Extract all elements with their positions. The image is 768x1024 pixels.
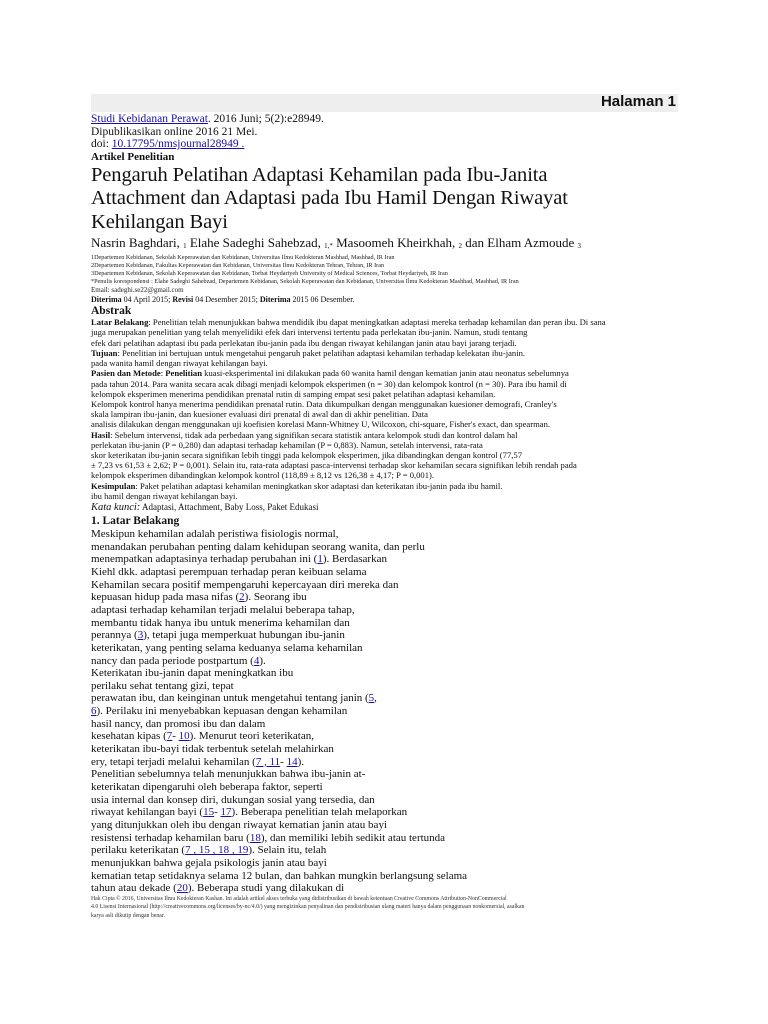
copyright-footer bbox=[91, 896, 681, 920]
body-text-segment: ). bbox=[259, 654, 266, 667]
body-text-segment: keterikatan ibu-bayi tidak terbentuk setelah melahirkan bbox=[91, 743, 334, 756]
abstract-label-methods-2: Penelitian bbox=[165, 368, 203, 379]
received-label: Diterima bbox=[91, 295, 122, 305]
body-text-segment: perilaku sehat tentang gizi, tepat bbox=[91, 679, 234, 692]
title-line: Kehilangan Bayi bbox=[91, 210, 228, 233]
footer-line: karya asli dikutip dengan benar. bbox=[91, 912, 165, 919]
body-line bbox=[91, 844, 681, 857]
body-text-segment: ). Selain itu, telah bbox=[248, 844, 327, 857]
author-affil-mark: 1,* bbox=[324, 242, 333, 251]
author-name[interactable]: Masoomeh Kheirkhah, bbox=[332, 235, 459, 251]
citation-link[interactable]: 17 bbox=[220, 806, 232, 819]
body-text-segment: ), dan memiliki lebih sedikit atau tertunda bbox=[260, 831, 446, 844]
abstract-line bbox=[91, 430, 681, 440]
body-text-segment: ), tetapi juga memperkuat hubungan ibu-janin bbox=[143, 629, 345, 642]
body-line bbox=[91, 705, 681, 718]
accepted-date: 2015 06 Desember. bbox=[290, 295, 355, 305]
abstract-line bbox=[91, 368, 681, 378]
body-line bbox=[91, 768, 681, 781]
section-heading: 1. Latar Belakang bbox=[91, 514, 180, 527]
abstract-text: kuasi-eksperimental ini dilakukan pada 60 wanita hamil dengan kematian janin atau neonatus sebelumnya bbox=[202, 368, 569, 379]
affiliations bbox=[91, 254, 681, 295]
body-line bbox=[91, 667, 681, 680]
published-online: Dipublikasikan online 2016 21 Mei. bbox=[91, 125, 258, 138]
article-type: Artikel Penelitian bbox=[91, 150, 175, 163]
body-text-segment: membantu tidak hanya ibu untuk menerima kehamilan dan bbox=[91, 616, 350, 629]
body-text-segment: ). Berdasarkan bbox=[322, 553, 387, 566]
keywords-list: Adaptasi, Attachment, Baby Loss, Paket Edukasi bbox=[140, 501, 319, 512]
abstract-label-results: Hasil bbox=[91, 429, 111, 440]
body-line bbox=[91, 806, 681, 819]
citation-link[interactable]: 14 bbox=[286, 755, 298, 768]
body-text-segment: riwayat kehilangan bayi ( bbox=[91, 806, 204, 819]
body-line bbox=[91, 579, 681, 592]
affiliation: 2Departemen Kebidanan, Fakultas Keperawatan dan Kebidanan, Universitas Ilmu Kedokteran Tehran, Tehran, IR Iran bbox=[91, 262, 385, 270]
body-line bbox=[91, 553, 681, 566]
body-text-segment: kepuasan hidup pada masa nifas ( bbox=[91, 591, 240, 604]
article-title bbox=[91, 164, 681, 235]
author-affil-mark: 2 bbox=[458, 242, 462, 251]
abstract-line: perlekatan ibu-janin (P = 0,280) dan adaptasi terhadap kehamilan (P = 0,883). Namun, setelah intervensi, rata-rata bbox=[91, 439, 483, 450]
journal-issue: . 2016 Juni; 5(2):e28949. bbox=[207, 113, 324, 125]
citation-link[interactable]: 10 bbox=[178, 730, 190, 743]
author-affil-mark: 3 bbox=[577, 242, 582, 251]
doi-line bbox=[91, 138, 681, 151]
body-text-segment: usia internal dan konsep diri, dukungan sosial yang tersedia, dan bbox=[91, 793, 375, 806]
affiliation: 1Departemen Kebidanan, Sekolah Keperawatan dan Kebidanan, Universitas Ilmu Kedokteran Mashhad, Mashhad, IR Iran bbox=[91, 254, 395, 262]
revised-label: Revisi bbox=[172, 295, 194, 305]
abstract-line: skor keterikatan ibu-janin secara signifikan lebih tinggi pada kelompok eksperimen, jika dibandingkan dengan kontrol (77,57 bbox=[91, 449, 523, 460]
abstract-text: : bbox=[160, 368, 166, 379]
body-text-segment: perannya ( bbox=[91, 629, 138, 642]
body-text-segment: - bbox=[280, 755, 287, 768]
body-text-segment: keterikatan dipengaruhi oleh beberapa faktor, seperti bbox=[91, 781, 323, 794]
body-text-segment: - bbox=[214, 806, 221, 819]
abstract-text: : Paket pelatihan adaptasi kehamilan meningkatkan skor adaptasi dan keterikatan ibu-janin pada ibu hamil. bbox=[135, 480, 503, 491]
body-text-segment: menandakan perubahan penting dalam kehidupan seorang wanita, dan perlu bbox=[91, 540, 425, 553]
author-affil-mark: 1 bbox=[183, 242, 187, 251]
body-line bbox=[91, 591, 681, 604]
body-text-segment: ). Seorang ibu bbox=[244, 591, 307, 604]
title-line: Attachment dan Adaptasi pada Ibu Hamil Dengan Riwayat bbox=[91, 187, 568, 210]
citation-line bbox=[91, 113, 681, 126]
body-line bbox=[91, 870, 681, 883]
doi-prefix: doi: bbox=[91, 138, 112, 151]
citation-link[interactable]: 15 bbox=[203, 806, 215, 819]
body-text-segment: Kehamilan secara positif mempengaruhi kepercayaan diri mereka dan bbox=[91, 578, 399, 591]
body-text-segment: perawatan ibu, dan keinginan untuk mengetahui tentang janin ( bbox=[91, 692, 369, 705]
body-line bbox=[91, 794, 681, 807]
body-line bbox=[91, 781, 681, 794]
body-line bbox=[91, 617, 681, 630]
citation-link[interactable]: 1 bbox=[317, 553, 323, 566]
revised-date: 04 Desember 2015; bbox=[193, 295, 260, 305]
affiliation: 3Departemen Kebidanan, Sekolah Keperawatan dan Kebidanan, Torbat Heydariyeh University of Medical Sciences, Torbat Heydariyeh, IR Iran bbox=[91, 270, 448, 278]
abstract-label-conclusion: Kesimpulan bbox=[91, 480, 136, 491]
body-line bbox=[91, 680, 681, 693]
body-text-segment: ). Beberapa studi yang dilakukan di bbox=[187, 882, 345, 895]
body-line bbox=[91, 730, 681, 743]
body-line bbox=[91, 819, 681, 832]
body-text-segment: resistensi terhadap kehamilan baru ( bbox=[91, 831, 250, 844]
body-line bbox=[91, 629, 681, 642]
citation-link[interactable]: 18 bbox=[249, 831, 261, 844]
corresponding-email: Email: sadeghi.se22@gmail.com bbox=[91, 286, 184, 295]
author-name[interactable]: dan Elham Azmoude bbox=[462, 235, 578, 251]
title-line: Pengaruh Pelatihan Adaptasi Kehamilan pada Ibu-Janita bbox=[91, 163, 548, 186]
body-text-segment: Penelitian sebelumnya telah menunjukkan bahwa ibu-janin at- bbox=[91, 768, 366, 781]
abstract-line: kelompok eksperimen dibandingkan kelompok kontrol (118,89 ± 8,12 vs 126,38 ± 4,17; P = 0,001). bbox=[91, 470, 435, 481]
footer-line: 4.0 Lisensi Internasional (http://creativecommons.org/licenses/by-nc/4.0/) yang mengizinkan penyalinan dan pendistribusian ulang materi hanya dalam penggunaan nonkomersial, asalkan bbox=[91, 904, 525, 911]
footer-line: Hak Cipta © 2016, Universitas Ilmu Kedokteran Kashan. Ini adalah artikel akses terbuka yang didistribusikan di bawah ketentuan Creative Commons Attribution-NonCommercial bbox=[91, 895, 507, 902]
author-name[interactable]: Nasrin Baghdari, bbox=[91, 235, 184, 251]
body-text-segment: adaptasi terhadap kehamilan terjadi melalui beberapa tahap, bbox=[91, 603, 355, 616]
abstract-label-background: Latar Belakang bbox=[91, 317, 149, 328]
body-text-segment: perilaku keterikatan ( bbox=[91, 844, 186, 857]
author-list bbox=[91, 235, 681, 254]
body-line bbox=[91, 857, 681, 870]
body-line bbox=[91, 718, 681, 731]
abstract-line: skala lampiran ibu-janin, dan kuesioner evaluasi diri prenatal di awal dan di akhir penelitian. Data bbox=[91, 409, 428, 420]
body-line bbox=[91, 756, 681, 769]
keywords-label: Kata kunci: bbox=[91, 501, 141, 513]
body-line bbox=[91, 655, 681, 668]
body-text-segment: menunjukkan bahwa gejala psikologis janin atau bayi bbox=[91, 857, 327, 869]
abstract-line: juga merupakan penelitian yang telah menyelidiki efek dari intervensi tertentu pada perlekatan ibu-janin. Namun, studi tentang bbox=[91, 327, 528, 338]
body-line bbox=[91, 832, 681, 845]
abstract-body bbox=[91, 317, 681, 501]
article-content bbox=[91, 113, 681, 920]
body-line bbox=[91, 882, 681, 895]
citation-link[interactable]: 3 bbox=[137, 629, 144, 642]
body-text-segment: Kiehl dkk. adaptasi perempuan terhadap peran keibuan selama bbox=[91, 565, 367, 578]
author-name[interactable]: Elahe Sadeghi Sahebzad, bbox=[186, 235, 325, 251]
abstract-line: ibu hamil dengan riwayat kehilangan bayi. bbox=[91, 490, 238, 501]
citation-link[interactable]: 7 bbox=[166, 730, 173, 743]
body-line bbox=[91, 692, 681, 705]
body-text-segment: nancy dan pada periode postpartum ( bbox=[91, 654, 254, 667]
body-text-segment: yang ditunjukkan oleh ibu dengan riwayat kematian janin atau bayi bbox=[91, 819, 387, 832]
body-text-segment: Keterikatan ibu-janin dapat meningkatkan ibu bbox=[91, 667, 294, 680]
received-date: 04 April 2015; bbox=[121, 295, 173, 305]
corresponding-author: *Penulis korespondensi : Elahe Sadeghi Sahebzad, Departemen Kebidanan, Sekolah Keperawatan dan Kebidanan, Universitas Ilmu Kedokteran Mashhad, Mashhad, IR Iran bbox=[91, 278, 519, 286]
abstract-line bbox=[91, 317, 681, 327]
body-line bbox=[91, 541, 681, 554]
abstract-heading: Abstrak bbox=[91, 305, 132, 318]
accepted-label: Diterima bbox=[259, 295, 291, 305]
abstract-line: ± 7,23 vs 61,53 ± 2,62; P = 0,001). Selain itu, rata-rata adaptasi pasca-intervensi terhadap skor kehamilan secara signifikan lebih rendah pada bbox=[91, 460, 577, 471]
body-text bbox=[91, 528, 681, 895]
body-line bbox=[91, 642, 681, 655]
keywords bbox=[91, 501, 681, 514]
body-line bbox=[91, 566, 681, 579]
abstract-line bbox=[91, 348, 681, 358]
abstract-line: efek dari pelatihan adaptasi ibu pada perlekatan ibu-janin pada ibu dengan riwayat kehilangan janin atau bayi jarang terjadi. bbox=[91, 337, 517, 348]
body-text-segment: ). Perilaku ini menyebabkan kepuasan dengan kehamilan bbox=[96, 705, 348, 718]
citation-link[interactable]: 7 , 15 , 18 , 19 bbox=[185, 844, 249, 857]
abstract-line: kelompok eksperimen menerima pendidikan prenatal rutin di samping empat sesi paket pelatihan adaptasi kehamilan. bbox=[91, 388, 496, 399]
page-header-bar bbox=[91, 94, 678, 112]
citation-link[interactable]: 7 , 11 bbox=[255, 755, 281, 768]
page-number: Halaman 1 bbox=[600, 93, 676, 110]
body-text-segment: kematian tetap setidaknya selama 12 bulan, dan bahkan mungkin berlangsung selama bbox=[91, 869, 468, 882]
citation-link[interactable]: 5 bbox=[368, 692, 375, 705]
abstract-line: analisis dilakukan dengan menggunakan uji koefisien korelasi Mann-Whitney U, Wilcoxon, chi-square, Fisher's exact, dan spearman. bbox=[91, 419, 551, 430]
abstract-text: : Penelitian telah menunjukkan bahwa mendidik ibu dapat meningkatkan adaptasi mereka terhadap kehamilan dan peran ibu. Di sana bbox=[148, 317, 606, 328]
abstract-line bbox=[91, 481, 681, 491]
journal-link[interactable]: Studi Kebidanan Perawat bbox=[91, 113, 208, 125]
citation-link[interactable]: 6 bbox=[91, 705, 97, 718]
abstract-text: : Sebelum intervensi, tidak ada perbedaan yang signifikan secara statistik antara kelompok studi dan kontrol dalam hal bbox=[110, 429, 518, 440]
article-dates bbox=[91, 295, 681, 305]
body-line bbox=[91, 528, 681, 541]
body-text-segment: keterikatan, yang penting selama keduanya selama kehamilan bbox=[91, 641, 363, 654]
body-text-segment: ). bbox=[297, 755, 305, 768]
body-line bbox=[91, 743, 681, 756]
body-text-segment: - bbox=[172, 730, 179, 743]
abstract-label-objective: Tujuan bbox=[91, 347, 118, 358]
body-text-segment: ). Beberapa penelitian telah melaporkan bbox=[231, 806, 408, 819]
body-line bbox=[91, 604, 681, 617]
body-text-segment: ). Menurut teori keterikatan, bbox=[189, 730, 314, 743]
body-text-segment: ery, tetapi terjadi melalui kehamilan ( bbox=[91, 755, 256, 768]
body-text-segment: kesehatan kipas ( bbox=[91, 730, 167, 743]
abstract-line: pada wanita hamil dengan riwayat kehilangan bayi. bbox=[91, 358, 268, 369]
body-text-segment: hasil nancy, dan promosi ibu dan dalam bbox=[91, 717, 266, 730]
citation-link[interactable]: 20 bbox=[176, 882, 188, 895]
body-text-segment: , bbox=[374, 692, 377, 705]
body-text-segment: menempatkan adaptasinya terhadap perubahan ini ( bbox=[91, 553, 318, 566]
abstract-line: Kelompok kontrol hanya menerima pendidikan prenatal rutin. Data dikumpulkan dengan menggunakan kuesioner demografi, Cranley's bbox=[91, 398, 557, 409]
doi-link[interactable]: 10.17795/nmsjournal28949 . bbox=[111, 138, 245, 151]
body-text-segment: tahun atau dekade ( bbox=[91, 882, 177, 895]
abstract-text: : Penelitian ini bertujuan untuk mengetahui pengaruh paket pelatihan adaptasi kehamilan terhadap kelekatan ibu-janin. bbox=[117, 347, 526, 358]
abstract-label-methods: Pasien dan Metode bbox=[91, 368, 161, 379]
body-text-segment: Meskipun kehamilan adalah peristiwa fisiologis normal, bbox=[91, 527, 339, 540]
citation-link[interactable]: 2 bbox=[239, 591, 245, 604]
citation-link[interactable]: 4 bbox=[253, 654, 260, 667]
abstract-line: pada tahun 2014. Para wanita secara acak dibagi menjadi kelompok eksperimen (n = 30) dan kelompok kontrol (n = 30). Para ibu hamil di bbox=[91, 378, 567, 389]
